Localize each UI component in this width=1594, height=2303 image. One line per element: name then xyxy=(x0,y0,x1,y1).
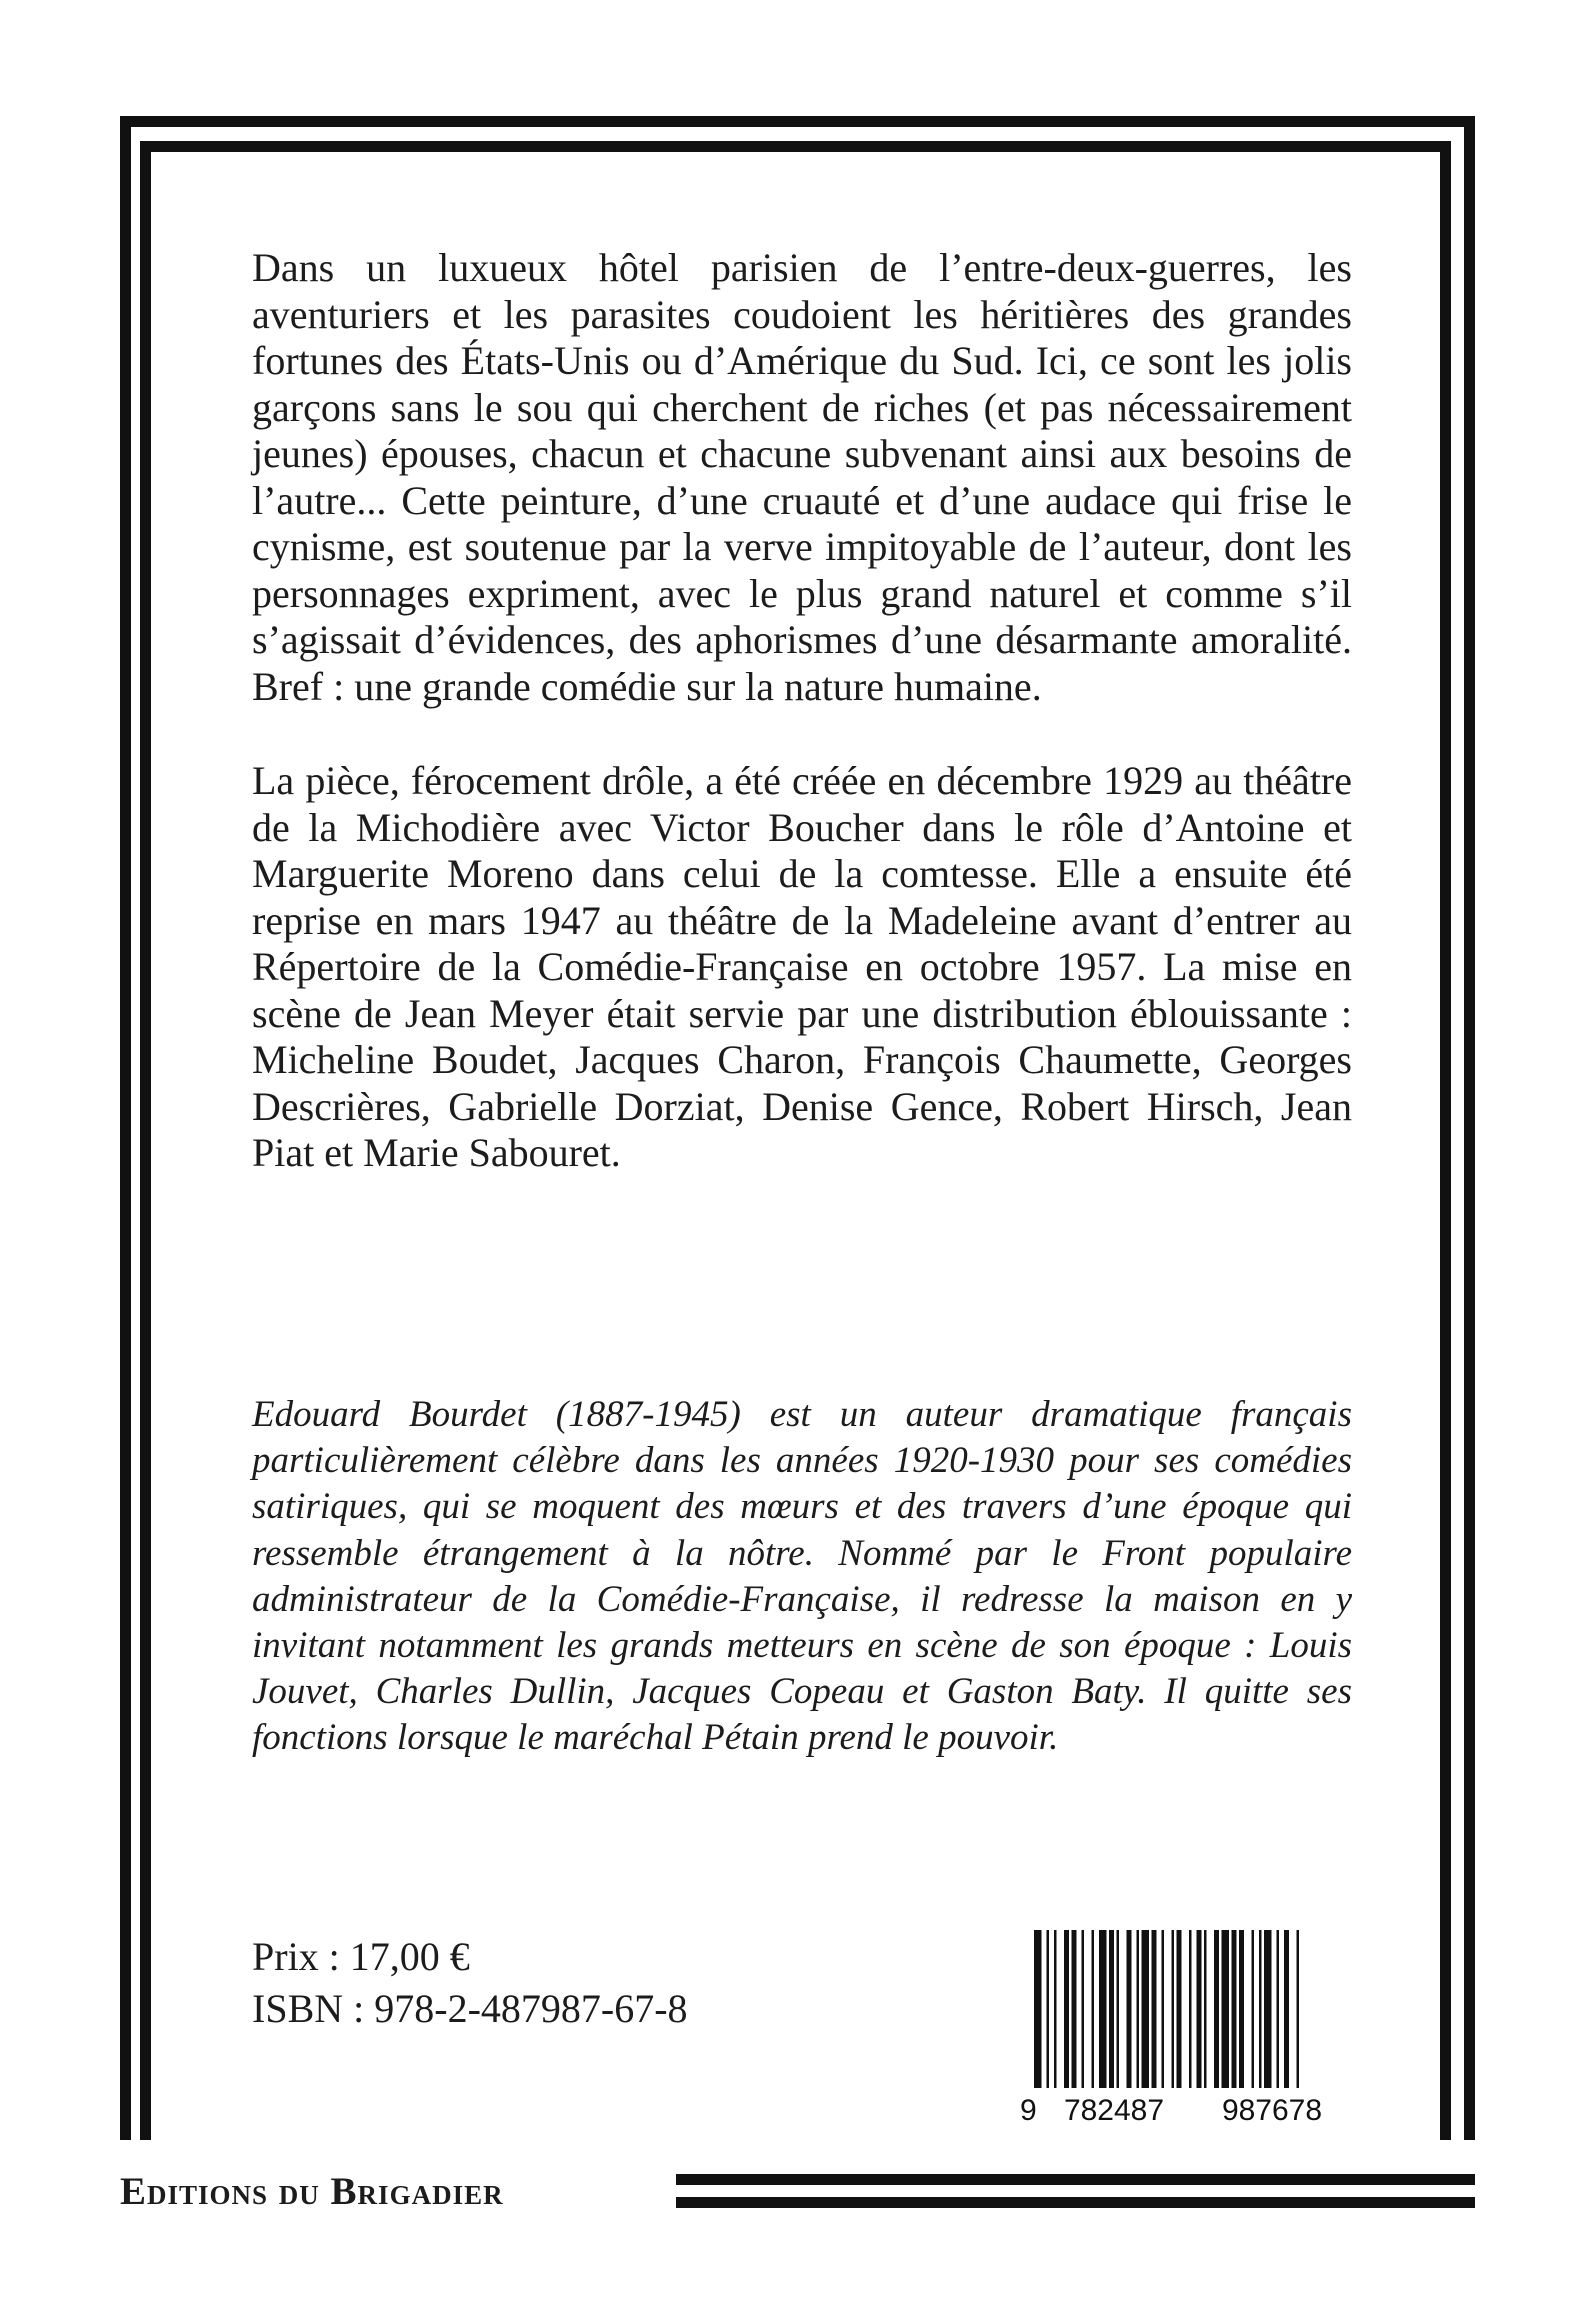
barcode-bar-27 xyxy=(1277,1930,1280,2088)
description-paragraph-1: Dans un luxueux hôtel parisien de l’entre-deux-guerres, les aventuriers et les parasites coudoient les héritières des grandes fortunes des États-Unis ou d’Amérique du Sud. Ici, ce sont les jolis garçons sans le sou qui cherchent de riches (et pas nécessairement jeunes) épouses, chacun et chacune subvenant ainsi aux besoins de l’autre... Cette peinture, d’une cruauté et d’une audace qui frise le cynisme, est soutenue par la verve impitoyable de l’auteur, dont les personnages expriment, avec le plus grand naturel et comme s’il s’agissait d’évidences, des aphorismes d’une désarmante amoralité. Bref : une grande comédie sur la nature humaine. xyxy=(252,245,1352,709)
price: Prix : 17,00 € xyxy=(252,1934,470,1979)
barcode-bar-26 xyxy=(1264,1930,1272,2088)
barcode-bar-29 xyxy=(1297,1930,1300,2088)
barcode-bar-12 xyxy=(1142,1930,1150,2088)
barcode-bar-7 xyxy=(1099,1930,1107,2088)
barcode-bar-14 xyxy=(1162,1930,1165,2088)
barcode-bar-18 xyxy=(1197,1930,1202,2088)
barcode-bar-5 xyxy=(1082,1930,1085,2088)
barcode-bars xyxy=(1034,1930,1299,2088)
description-paragraph-2: La pièce, férocement drôle, a été créée en décembre 1929 au théâtre de la Michodière avec Victor Boucher dans le rôle d’Antoine et Marguerite Moreno dans celui de la comtesse. Elle a ensuite été reprise en mars 1947 au théâtre de la Madeleine avant d’entrer au Répertoire de la Comédie-Française en octobre 1957. La mise en scène de Jean Meyer était servie par une distribution éblouissante : Micheline Boudet, Jacques Charon, François Chaumette, Georges Descrières, Gabrielle Dorziat, Denise Gence, Robert Hirsch, Jean Piat et Marie Sabouret. xyxy=(252,758,1352,1175)
barcode-digit-prefix: 9 xyxy=(1020,2094,1037,2127)
book-description xyxy=(252,245,1352,1177)
barcode-bar-0 xyxy=(1034,1930,1042,2088)
barcode-bar-9 xyxy=(1117,1930,1120,2088)
barcode-bar-28 xyxy=(1284,1930,1289,2088)
barcode-bar-25 xyxy=(1259,1930,1262,2088)
author-bio: Edouard Bourdet (1887-1945) est un auteur dramatique français particulièrement célèbre dans les années 1920-1930 pour ses comédies satiriques, qui se moquent des mœurs et des travers d’une époque qui ressemble étrangement à la nôtre. Nommé par le Front populaire administrateur de la Comédie-Française, il redresse la maison en y invitant notamment les grands metteurs en scène de son époque : Louis Jouvet, Charles Dullin, Jacques Copeau et Gaston Baty. Il quitte ses fonctions lorsque le maréchal Pétain prend le pouvoir. xyxy=(252,1394,1352,1759)
barcode-bar-11 xyxy=(1137,1930,1140,2088)
barcode-bar-20 xyxy=(1214,1930,1219,2088)
barcode-bar-22 xyxy=(1232,1930,1237,2088)
barcode-bar-4 xyxy=(1072,1930,1077,2088)
publisher-name: Editions du Brigadier xyxy=(120,2170,504,2213)
footer-rule-lower xyxy=(676,2197,1475,2208)
frame-top-inner-line xyxy=(140,141,1451,152)
barcode-bar-21 xyxy=(1222,1930,1230,2088)
barcode-digits-right: 987678 xyxy=(1221,2094,1323,2127)
barcode-digits-left: 782487 xyxy=(1063,2094,1165,2127)
frame-top-outer-line xyxy=(120,116,1475,127)
barcode-bar-8 xyxy=(1109,1930,1114,2088)
barcode xyxy=(1014,1930,1364,2130)
barcode-bar-3 xyxy=(1064,1930,1069,2088)
barcode-bar-2 xyxy=(1054,1930,1057,2088)
frame-left-outer-line xyxy=(120,116,131,2140)
isbn: ISBN : 978-2-487987-67-8 xyxy=(252,1986,688,2031)
footer-rule-upper xyxy=(676,2174,1475,2185)
barcode-bar-23 xyxy=(1239,1930,1244,2088)
barcode-bar-13 xyxy=(1152,1930,1157,2088)
barcode-bar-17 xyxy=(1189,1930,1192,2088)
barcode-bar-1 xyxy=(1047,1930,1050,2088)
barcode-bar-10 xyxy=(1127,1930,1132,2088)
frame-right-inner-line xyxy=(1440,141,1451,2140)
barcode-bar-15 xyxy=(1172,1930,1175,2088)
barcode-bar-24 xyxy=(1252,1930,1255,2088)
barcode-bar-16 xyxy=(1177,1930,1182,2088)
barcode-bar-19 xyxy=(1204,1930,1207,2088)
frame-left-inner-line xyxy=(140,141,151,2140)
frame-right-outer-line xyxy=(1464,116,1475,2140)
barcode-bar-6 xyxy=(1092,1930,1095,2088)
